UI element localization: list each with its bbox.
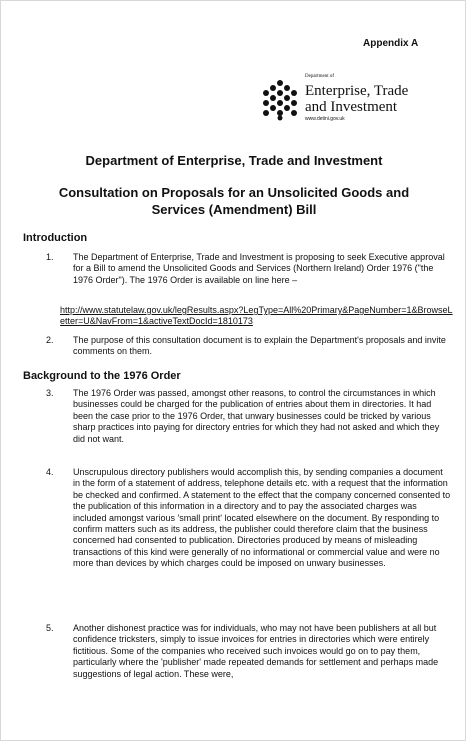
paragraph-5 [46, 623, 451, 680]
paragraph-1 [46, 252, 451, 286]
department-logo [260, 74, 410, 134]
paragraph-text: Unscrupulous directory publishers would accomplish this, by sending companies a document in the form of a statement of address, telephone details etc. with a request that the information be checked and confirmed. A statement to the effect that the company concerned consented to the publication of this information in a directory and to pay the associated charges was included amongst various 'small print' located elsewhere on the document. By responding to confirm matters such as its address, the publisher could therefore claim that the business concerned had consented to publication. Directories produced by means of misleading transactions of this kind were generally of no informational or commercial value and were no more than devices by which charges could be imposed on unwary businesses. [73, 467, 451, 569]
introduction-heading: Introduction [23, 232, 88, 244]
logo-department-of: Department of [305, 74, 335, 79]
hexagon-pattern-icon [260, 79, 300, 121]
paragraph-number: 1. [46, 252, 54, 262]
background-heading: Background to the 1976 Order [23, 370, 181, 382]
paragraph-3 [46, 388, 451, 445]
document-subtitle [21, 184, 447, 218]
paragraph-text: The purpose of this consultation document is to explain the Department's proposals and invite comments on them. [73, 335, 446, 357]
paragraph-2 [46, 335, 451, 358]
paragraph-number: 2. [46, 335, 54, 345]
logo-line2: and Investment [305, 99, 398, 115]
subtitle-line-2: Services (Amendment) Bill [151, 202, 317, 217]
appendix-label: Appendix A [363, 38, 419, 49]
statutelaw-link[interactable]: http://www.statutelaw.gov.uk/legResults.aspx?LegType=All%20Primary&PageNumber=1&BrowseLetter=U&NavFrom=1&activeTextDocId=1810173 [60, 305, 453, 327]
logo-line1: Enterprise, Trade [305, 83, 409, 99]
document-title: Department of Enterprise, Trade and Investment [85, 153, 383, 168]
logo-brand [305, 83, 408, 115]
paragraph-text: Another dishonest practice was for individuals, who may not have been publishers at all but confidence tricksters, simply to issue invoices for entries in directories which were entirely fictitious. Some of the companies who received such invoices would go on to pay them, particularly where the 'publisher' made repeated demands for settlement and perhaps made suggestions of legal action. These were, [73, 623, 439, 679]
subtitle-line-1: Consultation on Proposals for an Unsolicited Goods and [58, 185, 410, 200]
paragraph-number: 5. [46, 623, 54, 633]
paragraph-text: The Department of Enterprise, Trade and Investment is proposing to seek Executive approval for a Bill to amend the Unsolicited Goods and Services (Northern Ireland) Order 1976 ("the 1976 Order"). The 1976 Order is available on line here – [73, 252, 445, 285]
logo-url: www.detini.gov.uk [305, 116, 345, 122]
paragraph-4 [46, 467, 451, 570]
paragraph-text: The 1976 Order was passed, amongst other reasons, to control the circumstances in which businesses could be charged for the publication of entries about them in directories. It had been the case prior to the 1976 Order, that unwary businesses could be tricked by various sharp practices into paying for directory entries for which they had not asked and which they did not want. [73, 388, 440, 444]
paragraph-number: 4. [46, 467, 54, 477]
paragraph-number: 3. [46, 388, 54, 398]
